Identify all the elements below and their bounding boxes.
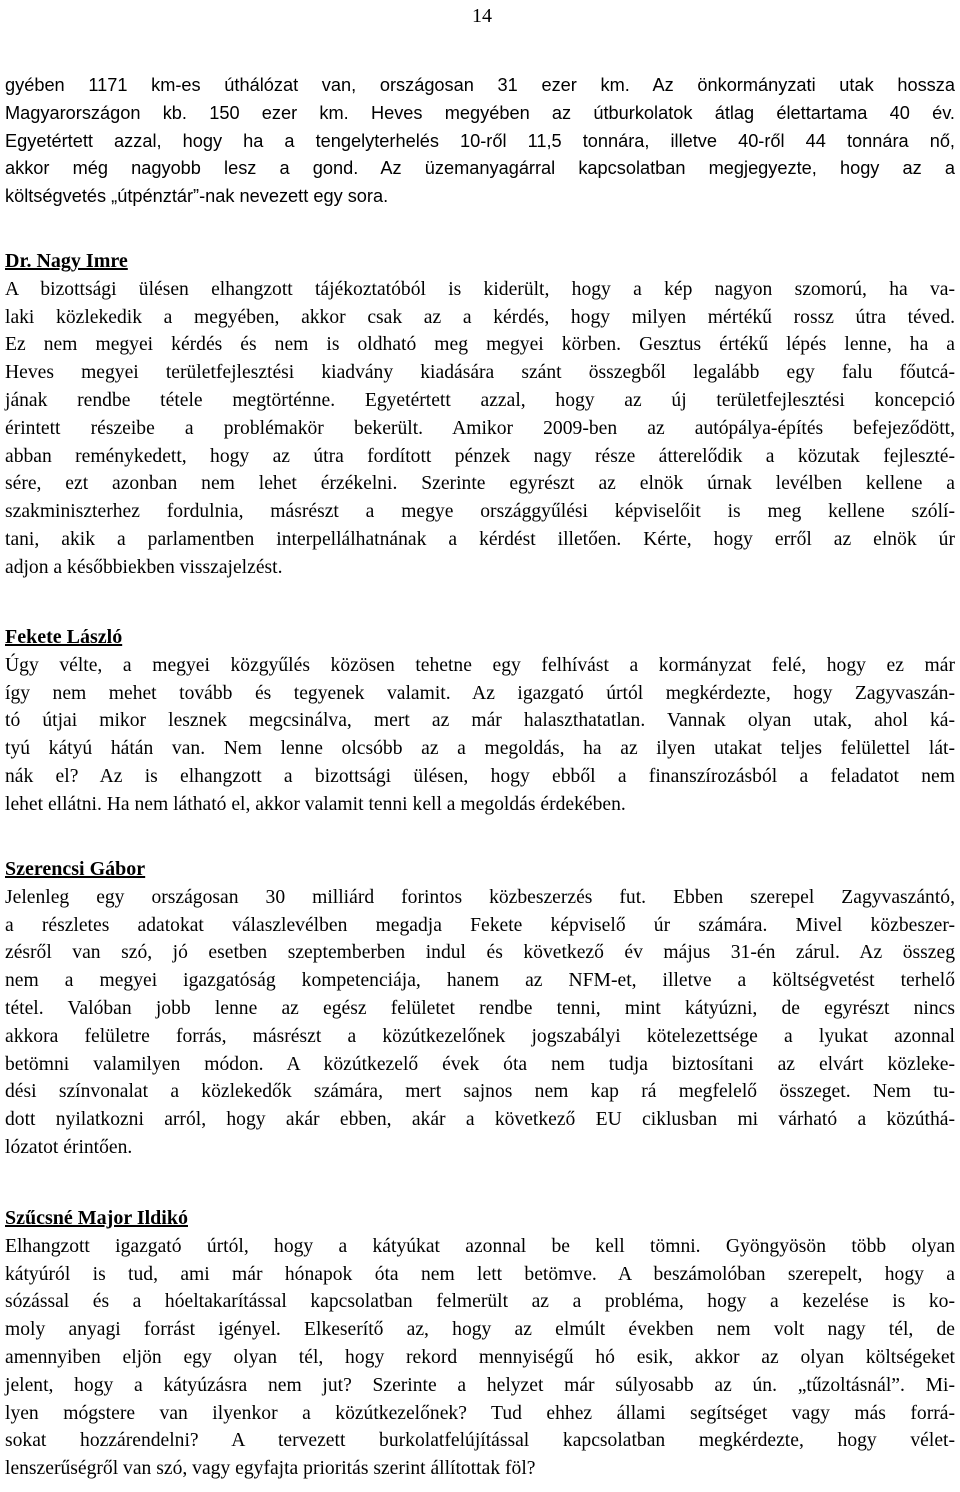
speaker-heading: Dr. Nagy Imre bbox=[5, 250, 128, 272]
paragraph-line: Heves megyei területfejlesztési kiadvány kiadására szánt összegből legalább egy falu főutcá- bbox=[5, 362, 955, 384]
paragraph-line: Ez nem megyei kérdés és nem is oldható meg megyei körben. Gesztus értékű lépés lenne, ha a bbox=[5, 334, 955, 356]
paragraph-line: Elhangzott igazgató úrtól, hogy a kátyúkat azonnal be kell tömni. Gyöngyösön több olyan bbox=[5, 1235, 955, 1257]
paragraph-line: kátyúról is tud, ami már hónapok óta nem lett betömve. A beszámolóban szerepelt, hogy a bbox=[5, 1263, 955, 1285]
paragraph-line: nem a megyei igazgatóság kompetenciája, hanem az NFM-et, illetve a költségvetést terhelő bbox=[5, 970, 955, 992]
paragraph-line: szakminiszterhez fordulnia, másrészt a megye országgyűlési képviselőit is meg kellene szólí- bbox=[5, 501, 955, 523]
paragraph-line: akkor még nagyobb lesz a gond. Az üzemanyagárral kapcsolatban megjegyezte, hogy az a bbox=[5, 158, 955, 179]
paragraph-line: laki közlekedik a megyében, akkor csak az a kérdés, hogy milyen mértékű rossz útra téved. bbox=[5, 306, 955, 328]
paragraph-line: zésről van szó, jó esetben szeptemberben indul és következő év május 31-én zárul. Az összeg bbox=[5, 942, 955, 964]
page-number: 14 bbox=[472, 5, 492, 27]
paragraph-line: Jelenleg egy országosan 30 milliárd forintos közbeszerzés fut. Ebben szerepel Zagyvaszántó, bbox=[5, 886, 955, 908]
speaker-heading: Szerencsi Gábor bbox=[5, 858, 146, 880]
paragraph-line: betömni valamilyen módon. A közútkezelő évek óta nem tudja biztosítani az elvárt közleke- bbox=[5, 1053, 955, 1075]
paragraph-line: költségvetés „útpénztár”-nak nevezett egy sora. bbox=[5, 186, 389, 207]
paragraph-line: tani, akik a parlamentben interpellálhatnának a kérdést illetően. Kérte, hogy erről az elnök úr bbox=[5, 528, 955, 550]
paragraph-line: lózatot érintően. bbox=[5, 1136, 133, 1158]
paragraph-line: dott nyilatkozni arról, hogy akár ebben, akár a következő EU ciklusban mi várható a közúthá- bbox=[5, 1109, 955, 1131]
speaker-section bbox=[5, 248, 955, 582]
paragraph-line: akkora felületre forrás, másrészt a közútkezelőnek jogszabályi kötelezettsége a lyukat azonnal bbox=[5, 1025, 955, 1047]
paragraph-line: gyében 1171 km-es úthálózat van, országosan 31 ezer km. Az önkormányzati utak hossza bbox=[5, 75, 955, 95]
paragraph-line: lyen mógstere van ilyenkor a közútkezelőnek? Tud ehhez állami segítséget vagy más forrá- bbox=[5, 1402, 955, 1424]
paragraph-line: dési színvonalat a közlekedők számára, mert sajnos nem kap rá megfelelő összeget. Nem tu- bbox=[5, 1081, 955, 1103]
paragraph-line: így nem mehet tovább és tegyenek valamit. Az igazgató úrtól megkérdezte, hogy Zagyvaszán- bbox=[5, 682, 955, 704]
paragraph-line: jelent, hogy a kátyúzásra nem jut? Szerinte a helyzet már súlyosabb az ún. „tűzoltásnál”. Mi- bbox=[5, 1374, 955, 1396]
paragraph-line: lenszerűségről van szó, vagy egyfajta prioritás szerint állítottak föl? bbox=[5, 1458, 536, 1480]
paragraph-line: a részletes adatokat válaszlevélben megadja Fekete képviselő úr számára. Mivel közbeszer- bbox=[5, 914, 955, 936]
speaker-section bbox=[5, 856, 955, 1162]
paragraph-line: moly anyagi forrást igényel. Elkeserítő az, hogy az elmúlt években nem volt nagy tél, de bbox=[5, 1319, 955, 1341]
paragraph-line: lehet ellátni. Ha nem látható el, akkor valamit tenni kell a megoldás érdekében. bbox=[5, 793, 626, 815]
paragraph-line: nák el? Az is elhangzott a bizottsági ülésen, hogy ebből a finanszírozásból a feladatot nem bbox=[5, 765, 955, 787]
speaker-heading: Szűcsné Major Ildikó bbox=[5, 1207, 188, 1229]
paragraph-line: érintett részeibe a problémakör bekerült. Amikor 2009-ben az autópálya-építés befejeződött, bbox=[5, 417, 955, 439]
speaker-section bbox=[5, 1205, 955, 1483]
paragraph-line: abban reménykedett, hogy az útra fordított pénzek nagy része átterelődik a közutak fejleszté- bbox=[5, 445, 955, 467]
paragraph-line: tó útjai mikor lesznek megcsinálva, mert az már halaszthatatlan. Vannak olyan utak, ahol ká- bbox=[5, 710, 955, 732]
speaker-section bbox=[5, 624, 955, 819]
paragraph-line: A bizottsági ülésen elhangzott tájékoztatóból is kiderült, hogy a kép nagyon szomorú, ha va- bbox=[5, 278, 955, 300]
paragraph-line: jának rendbe tétele megtörténne. Egyetértett azzal, hogy az új területfejlesztési koncepció bbox=[5, 389, 955, 411]
paragraph-line: amennyiben eljön egy olyan tél, hogy rekord mennyiségű hó esik, akkor az olyan költségeket bbox=[5, 1346, 955, 1368]
paragraph-line: adjon a későbbiekben visszajelzést. bbox=[5, 556, 283, 578]
paragraph-line: Úgy vélte, a megyei közgyűlés közösen tehetne egy felhívást a kormányzat felé, hogy ez már bbox=[5, 654, 955, 676]
paragraph-line: sózással és a hóeltakarítással kapcsolatban felmerült az a probléma, hogy a kezelése is ko- bbox=[5, 1291, 955, 1313]
paragraph-line: Magyarországon kb. 150 ezer km. Heves megyében az útburkolatok átlag élettartama 40 év. bbox=[5, 102, 955, 123]
paragraph-line: tétel. Valóban jobb lenne az egész felületet rendbe tenni, mint kátyúzni, de egyrészt nincs bbox=[5, 997, 955, 1019]
paragraph-line: sére, ezt azonban nem lehet érzékelni. Szerinte egyrészt az elnök úrnak levélben kellene a bbox=[5, 473, 955, 495]
intro-paragraph bbox=[5, 72, 955, 211]
paragraph-line: tyú kátyú hátán van. Nem lenne olcsóbb az a megoldás, ha az ilyen utakat teljes felülettel lát- bbox=[5, 738, 955, 760]
paragraph-line: Egyetértett azzal, hogy ha a tengelyterhelés 10-ről 11,5 tonnára, illetve 40-ről 44 tonnára nő, bbox=[5, 130, 955, 151]
speaker-heading: Fekete László bbox=[5, 626, 123, 648]
paragraph-line: sokat hozzárendelni? A tervezett burkolatfelújítással kapcsolatban megkérdezte, hogy vélet- bbox=[5, 1430, 955, 1452]
